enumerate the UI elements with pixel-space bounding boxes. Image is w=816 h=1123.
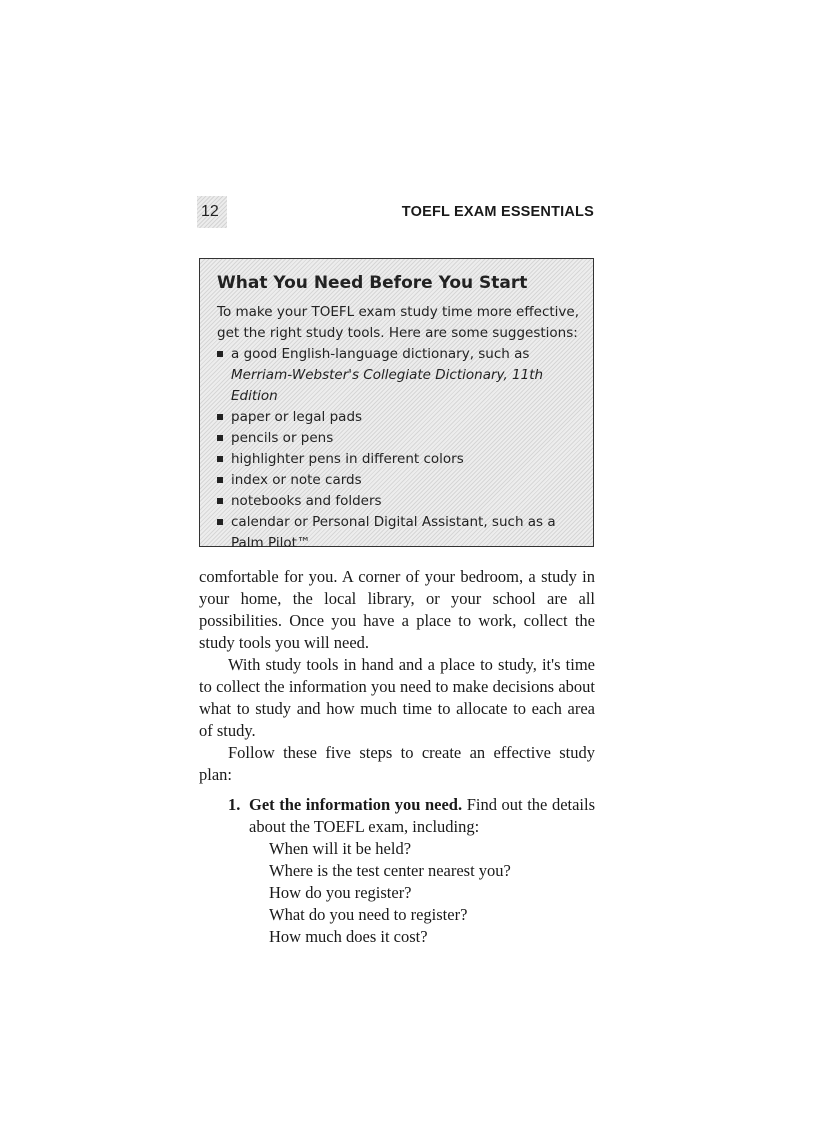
body-text — [199, 566, 595, 948]
step-number: 1. — [228, 795, 241, 814]
page-header — [197, 196, 594, 228]
sidebar-intro: To make your TOEFL exam study time more effective, get the right study tools. Here are some suggestions: — [217, 304, 580, 341]
questions-list — [249, 838, 595, 948]
running-head: TOEFL EXAM ESSENTIALS — [401, 204, 594, 220]
list-item: calendar or Personal Digital Assistant, such as a Palm Pilot™ — [217, 512, 581, 554]
sidebar-box — [199, 258, 594, 551]
step-item — [199, 794, 595, 948]
question-item: How much does it cost? — [269, 927, 428, 946]
page-number: 12 — [197, 196, 227, 228]
paragraph: With study tools in hand and a place to study, it's time to collect the information you need to make decisions about what to study and how much time to allocate to each area of study. — [199, 655, 595, 740]
list-item — [217, 344, 581, 407]
step-lead: Get the information you need. — [249, 795, 463, 814]
list-item: index or note cards — [217, 470, 581, 491]
paragraph: comfortable for you. A corner of your bedroom, a study in your home, the local library, or your school are all possibilities. Once you have a place to work, collect the study tools you will need. — [199, 567, 595, 652]
dictionary-title: Merriam-Webster's Collegiate Dictionary, 11th Edition — [231, 367, 544, 404]
list-item: notebooks and folders — [217, 491, 581, 512]
question-item: Where is the test center nearest you? — [269, 861, 511, 880]
list-item: highlighter pens in different colors — [217, 449, 581, 470]
question-item: What do you need to register? — [269, 905, 468, 924]
step-text: Find out the details about the TOEFL exam, including: — [249, 795, 596, 836]
list-item: paper or legal pads — [217, 407, 581, 428]
paragraph: Follow these five steps to create an effective study plan: — [199, 743, 595, 784]
sidebar-list — [217, 344, 581, 554]
list-item: pencils or pens — [217, 428, 581, 449]
list-item-text: a good English-language dictionary, such as — [231, 346, 530, 362]
steps-list — [199, 794, 595, 948]
question-item: How do you register? — [269, 883, 412, 902]
question-item: When will it be held? — [269, 839, 412, 858]
sidebar-title: What You Need Before You Start — [217, 273, 528, 293]
